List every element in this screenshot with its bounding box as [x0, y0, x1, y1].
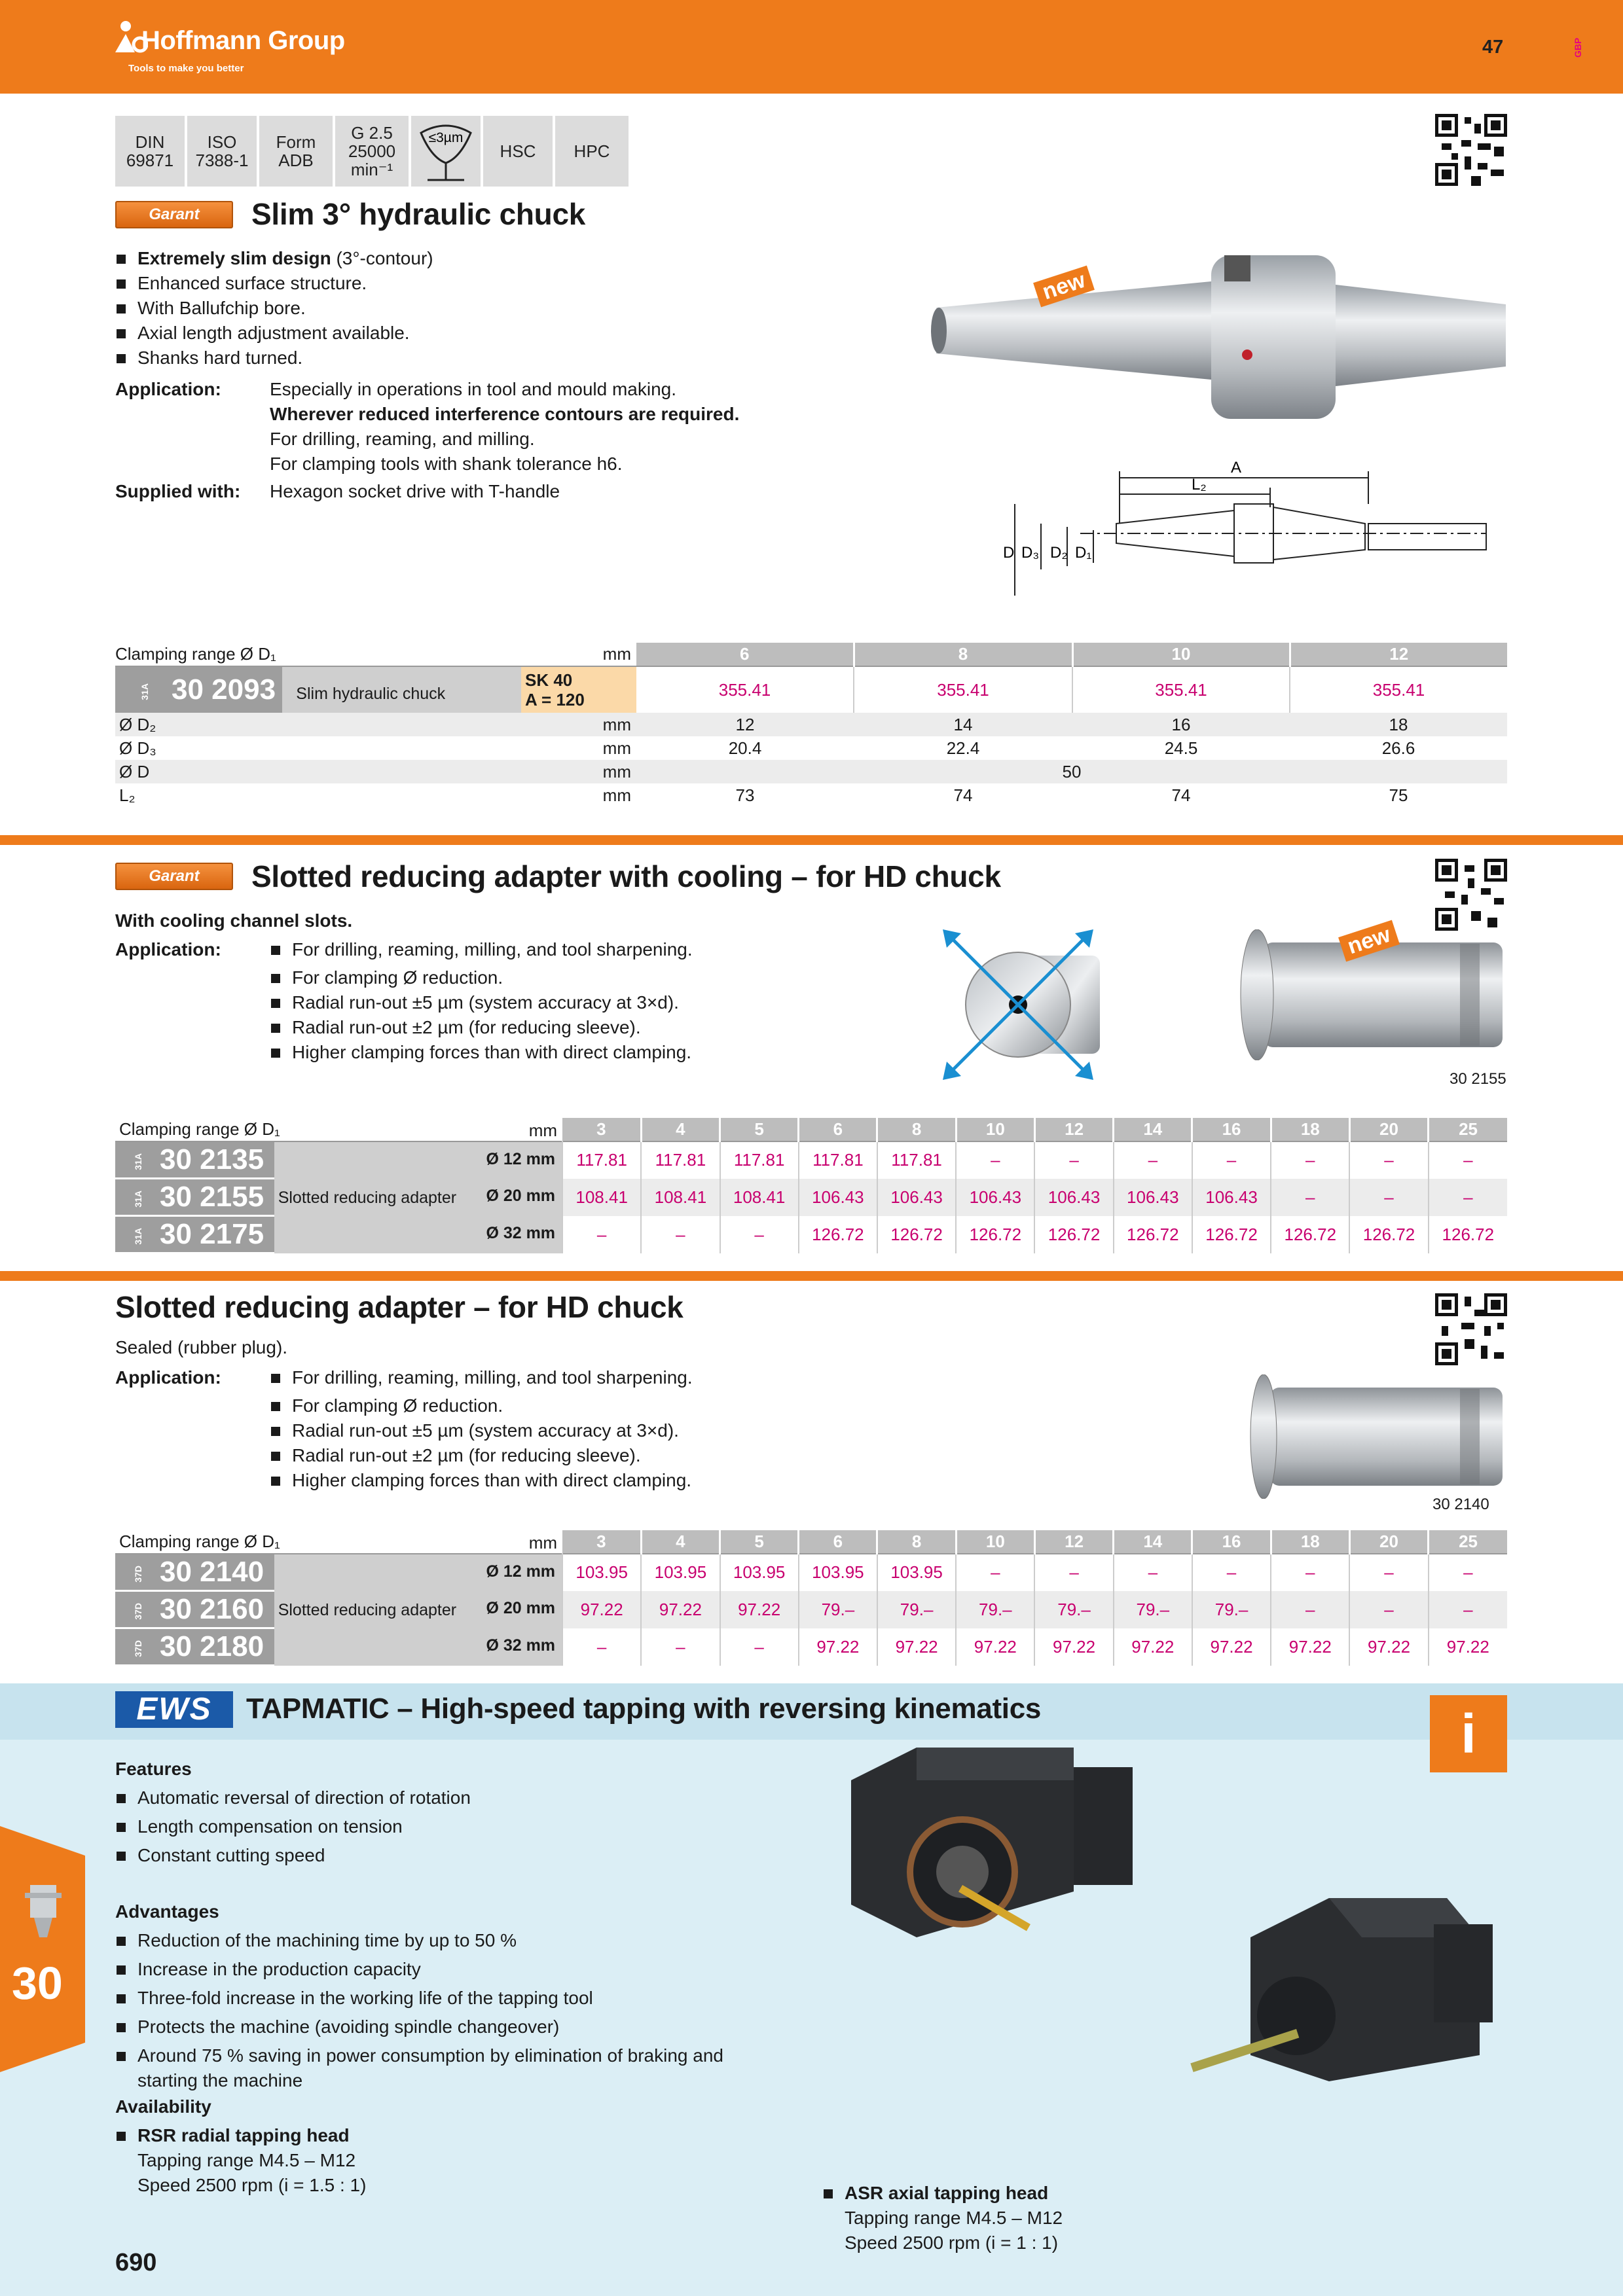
price-cell[interactable]: 97.22: [641, 1591, 720, 1628]
order-code[interactable]: 37D 30 2180: [133, 1630, 264, 1662]
size-label: Ø 12 mm: [486, 1150, 556, 1168]
runout-icon: [414, 120, 477, 183]
image-code: 30 2140: [1432, 1496, 1489, 1513]
section3-title: Slotted reducing adapter – for HD chuck: [115, 1290, 684, 1324]
svg-text:D: D: [1003, 544, 1015, 562]
price-cell[interactable]: 97.22: [1192, 1628, 1271, 1666]
price-cell[interactable]: 103.95: [641, 1554, 720, 1591]
spec-balance: G 2.5 25000 min⁻¹: [335, 116, 409, 187]
info-icon[interactable]: i: [1430, 1695, 1507, 1772]
asr-title: ASR axial tapping head: [822, 2181, 1048, 2206]
rsr-title: RSR radial tapping head: [115, 2123, 350, 2148]
feature-item: Automatic reversal of direction of rotation: [115, 1785, 471, 1810]
asr-tapping-head-image: [1178, 1885, 1506, 2121]
qr-code-icon[interactable]: [1435, 114, 1507, 186]
application-bullet: Higher clamping forces than with direct clamping.: [270, 1468, 691, 1493]
column-header: 4: [641, 1118, 720, 1141]
price-cell[interactable]: –: [562, 1628, 641, 1666]
spec-iso: ISO 7388-1: [187, 116, 257, 187]
price-cell[interactable]: –: [562, 1216, 641, 1253]
range-label: Clamping range Ø D₁: [115, 644, 276, 664]
price-cell[interactable]: –: [1429, 1141, 1507, 1179]
price-cell[interactable]: –: [1034, 1141, 1113, 1179]
column-header: 3: [562, 1118, 641, 1141]
table-row: Ø D₂ mm 12 14 16 18: [115, 713, 1507, 736]
section1-bullet: Extremely slim design (3°-contour): [115, 246, 433, 271]
price-cell[interactable]: 108.41: [562, 1179, 641, 1216]
order-code[interactable]: 31A 30 2135: [133, 1143, 264, 1175]
rsr-line: Speed 2500 rpm (i = 1.5 : 1): [137, 2175, 367, 2195]
spec-din: DIN 69871: [115, 116, 185, 187]
price-cell[interactable]: 79.–: [956, 1591, 1034, 1628]
price-cell[interactable]: 355.41: [1072, 666, 1290, 713]
garant-logo: Garant: [115, 863, 233, 890]
column-header: 8: [877, 1530, 956, 1554]
application-label: Application:: [115, 379, 221, 399]
price-cell[interactable]: 126.72: [799, 1216, 877, 1253]
price-cell[interactable]: 97.22: [956, 1628, 1034, 1666]
asr-line: Speed 2500 rpm (i = 1 : 1): [845, 2233, 1059, 2253]
price-cell[interactable]: 106.43: [1034, 1179, 1113, 1216]
application-bullet: For clamping Ø reduction.: [270, 1393, 503, 1418]
section1-bullet: Enhanced surface structure.: [115, 271, 367, 296]
chuck-table: [115, 643, 1507, 807]
adapter-cooling-table: Clamping range Ø D₁ mm 3 4 5 6 8 10 12 14 16 18 20 25 31A 30 2135 Ø 12 mm 117.81 117.81 117.81 117.81 117.81 – – – – – – – 31A 30 2155 Slotted reducing adapter Ø 20 mm 108.41 108.41 108.41 106.43 106.43 106.43 106.43 106.43 106.43 – – – 31A 30 2175 Ø 32 mm – – – 126.72 126.72 126.72 126.72 126.72 126.72 126.72 126.72 126.72: [115, 1118, 1507, 1254]
advantage-item: Three-fold increase in the working life of the tapping tool: [115, 1986, 593, 2011]
section-divider: [0, 1271, 1623, 1281]
price-cell[interactable]: 79.–: [877, 1591, 956, 1628]
column-header: 18: [1271, 1530, 1349, 1554]
product-name: Slotted reducing adapter: [278, 1188, 457, 1207]
price-cell[interactable]: 117.81: [641, 1141, 720, 1179]
table-row: [115, 1179, 1507, 1216]
column-header: 25: [1429, 1530, 1507, 1554]
table-row: [115, 1216, 1507, 1253]
price-cell[interactable]: 97.22: [1114, 1628, 1192, 1666]
column-header: 20: [1349, 1118, 1428, 1141]
price-cell[interactable]: 79.–: [1192, 1591, 1271, 1628]
asr-line: Tapping range M4.5 – M12: [845, 2208, 1063, 2228]
footer-page-number: 690: [115, 2249, 157, 2276]
sealed-adapter-image: [1231, 1374, 1506, 1499]
qr-code-icon[interactable]: [1435, 859, 1507, 931]
application-bullet: For clamping Ø reduction.: [270, 965, 503, 990]
svg-text:D₁: D₁: [1075, 544, 1092, 562]
price-cell[interactable]: 79.–: [1114, 1591, 1192, 1628]
feature-item: Length compensation on tension: [115, 1814, 403, 1839]
price-cell[interactable]: 106.43: [877, 1179, 956, 1216]
table-row: [115, 1554, 1507, 1591]
table-row: [115, 666, 1507, 713]
application-label: Application:: [115, 939, 221, 960]
spec-hsc: HSC: [483, 116, 553, 187]
advantage-item: Increase in the production capacity: [115, 1957, 421, 1982]
order-code[interactable]: 31A 30 2175: [133, 1218, 264, 1250]
size-label: Ø 32 mm: [486, 1636, 556, 1655]
size-label: Ø 32 mm: [486, 1223, 556, 1242]
price-cell[interactable]: –: [1114, 1141, 1192, 1179]
price-cell[interactable]: 117.81: [877, 1141, 956, 1179]
hydraulic-chuck-image: [930, 236, 1512, 445]
price-cell[interactable]: 103.95: [877, 1554, 956, 1591]
header-page-number: 47: [1482, 37, 1504, 58]
advantage-item: Reduction of the machining time by up to 50 %: [115, 1928, 517, 1953]
order-code[interactable]: 37D 30 2160: [133, 1593, 264, 1625]
brand-tagline: Tools to make you better: [128, 63, 244, 74]
price-cell[interactable]: –: [956, 1141, 1034, 1179]
section2-title: Slotted reducing adapter with cooling – for HD chuck: [251, 859, 1001, 893]
section1-bullet: Shanks hard turned.: [115, 346, 302, 370]
section4-title: TAPMATIC – High-speed tapping with reversing kinematics: [246, 1693, 1042, 1725]
application-label: Application:: [115, 1367, 221, 1388]
section3-subtitle: Sealed (rubber plug).: [115, 1337, 288, 1357]
unit-label: mm: [602, 644, 631, 664]
price-cell[interactable]: 97.22: [562, 1591, 641, 1628]
application-line: For clamping tools with shank tolerance h6.: [270, 454, 623, 474]
order-code[interactable]: 31A 30 2093: [115, 667, 282, 713]
range-label: Clamping range Ø D₁: [119, 1532, 280, 1551]
price-cell[interactable]: 126.72: [1271, 1216, 1349, 1253]
price-cell[interactable]: –: [1349, 1179, 1428, 1216]
price-cell[interactable]: –: [1349, 1554, 1428, 1591]
price-cell[interactable]: –: [1429, 1179, 1507, 1216]
price-cell[interactable]: 97.22: [1271, 1628, 1349, 1666]
column-header: 8: [854, 643, 1072, 666]
section1-title: Slim 3° hydraulic chuck: [251, 197, 586, 231]
svg-text:D₂: D₂: [1050, 544, 1068, 562]
column-header: 16: [1192, 1118, 1271, 1141]
price-cell[interactable]: 108.41: [720, 1179, 799, 1216]
price-cell[interactable]: 103.95: [799, 1554, 877, 1591]
adapter-sealed-table: Clamping range Ø D₁ mm 3 4 5 6 8 10 12 14 16 18 20 25 37D 30 2140 Ø 12 mm 103.95 103.95 103.95 103.95 103.95 – – – – – – – 37D 30 2160 Slotted reducing adapter Ø 20 mm 97.22 97.22 97.22 79.– 79.– 79.– 79.– 79.– 79.– – – – 37D 30 2180 Ø 32 mm – – – 97.22 97.22 97.22 97.22 97.22 97.22 97.22 97.22 97.22: [115, 1530, 1507, 1666]
price-cell[interactable]: 126.72: [1429, 1216, 1507, 1253]
column-header: 6: [636, 643, 854, 666]
price-cell[interactable]: 79.–: [799, 1591, 877, 1628]
price-cell[interactable]: 355.41: [854, 666, 1072, 713]
svg-text:≤3µm: ≤3µm: [428, 130, 464, 145]
column-header: 16: [1192, 1530, 1271, 1554]
price-cell[interactable]: 355.41: [1290, 666, 1507, 713]
svg-text:L₂: L₂: [1192, 476, 1207, 493]
order-code[interactable]: 37D 30 2140: [133, 1556, 264, 1588]
application-bullet: For drilling, reaming, milling, and tool sharpening.: [270, 1365, 693, 1390]
table-row: Ø D₃ mm 20.4 22.4 24.5 26.6: [119, 738, 1415, 758]
advantages-label: Advantages: [115, 1901, 219, 1922]
features-label: Features: [115, 1759, 192, 1779]
price-cell[interactable]: 97.22: [877, 1628, 956, 1666]
column-header: 6: [799, 1530, 877, 1554]
section2-subtitle: With cooling channel slots.: [115, 910, 353, 931]
price-cell[interactable]: –: [1271, 1554, 1349, 1591]
price-cell[interactable]: 108.41: [641, 1179, 720, 1216]
application-line: Especially in operations in tool and mould making.: [270, 379, 677, 399]
price-cell[interactable]: 79.–: [1034, 1591, 1113, 1628]
table-row: L₂ mm 73 74 74 75: [119, 785, 1408, 805]
column-header: 20: [1349, 1530, 1428, 1554]
price-cell[interactable]: 126.72: [1192, 1216, 1271, 1253]
column-header: 4: [641, 1530, 720, 1554]
price-cell[interactable]: 106.43: [799, 1179, 877, 1216]
price-cell[interactable]: 117.81: [720, 1141, 799, 1179]
feature-item: Constant cutting speed: [115, 1843, 325, 1868]
column-header: 18: [1271, 1118, 1349, 1141]
advantage-item: Around 75 % saving in power consumption by elimination of braking and starting the machine: [115, 2043, 783, 2093]
application-bullet: Radial run-out ±2 µm (for reducing sleeve).: [270, 1015, 641, 1040]
application-bullet: Radial run-out ±2 µm (for reducing sleeve).: [270, 1443, 641, 1468]
price-cell[interactable]: 103.95: [562, 1554, 641, 1591]
language-code: GBP: [1573, 37, 1583, 58]
rsr-tapping-head-image: [838, 1741, 1152, 1957]
column-header: 10: [956, 1118, 1034, 1141]
application-bullet: Radial run-out ±5 µm (system accuracy at 3×d).: [270, 990, 679, 1015]
size-label: Ø 20 mm: [486, 1598, 556, 1617]
svg-text:A: A: [1231, 459, 1242, 476]
price-cell[interactable]: 103.95: [720, 1554, 799, 1591]
price-cell[interactable]: –: [641, 1628, 720, 1666]
column-header: 5: [720, 1118, 799, 1141]
chapter-number: 30: [12, 1958, 63, 2009]
qr-code-icon[interactable]: [1435, 1293, 1507, 1365]
order-code[interactable]: 31A 30 2155: [133, 1181, 264, 1213]
column-header: 25: [1429, 1118, 1507, 1141]
section1-bullet: With Ballufchip bore.: [115, 296, 306, 321]
section1-bullet: Axial length adjustment available.: [115, 321, 410, 346]
price-cell[interactable]: 106.43: [956, 1179, 1034, 1216]
application-bullet: For drilling, reaming, milling, and tool sharpening.: [270, 937, 693, 962]
price-cell[interactable]: –: [1271, 1141, 1349, 1179]
price-cell[interactable]: –: [1429, 1591, 1507, 1628]
cooling-adapter-image: [936, 923, 1113, 1086]
svg-text:D₃: D₃: [1021, 544, 1040, 562]
price-cell[interactable]: 97.22: [1429, 1628, 1507, 1666]
price-cell[interactable]: 126.72: [1034, 1216, 1113, 1253]
column-header: 12: [1034, 1118, 1113, 1141]
price-cell[interactable]: –: [956, 1554, 1034, 1591]
chapter-tab[interactable]: [0, 1826, 85, 2072]
section-divider: [0, 835, 1623, 845]
price-cell[interactable]: –: [1349, 1141, 1428, 1179]
table-row: [115, 1628, 1507, 1666]
column-header: 14: [1114, 1118, 1192, 1141]
price-cell[interactable]: –: [1192, 1141, 1271, 1179]
price-cell[interactable]: 117.81: [562, 1141, 641, 1179]
price-cell[interactable]: –: [1034, 1554, 1113, 1591]
price-cell[interactable]: 355.41: [718, 679, 771, 700]
ews-logo: EWS: [115, 1691, 233, 1728]
application-line: Wherever reduced interference contours are required.: [270, 404, 740, 424]
spec-hpc: HPC: [555, 116, 629, 187]
size-label: Ø 20 mm: [486, 1186, 556, 1205]
column-header: 6: [799, 1118, 877, 1141]
supplied-text: Hexagon socket drive with T-handle: [270, 481, 560, 501]
range-label: Clamping range Ø D₁: [119, 1119, 280, 1139]
column-header: 14: [1114, 1530, 1192, 1554]
price-cell[interactable]: –: [1429, 1554, 1507, 1591]
image-code: 30 2155: [1450, 1070, 1506, 1088]
price-cell[interactable]: –: [1114, 1554, 1192, 1591]
column-header: 10: [956, 1530, 1034, 1554]
chuck-chapter-icon: [25, 1885, 62, 1937]
application-bullet: Radial run-out ±5 µm (system accuracy at 3×d).: [270, 1418, 679, 1443]
supplied-label: Supplied with:: [115, 481, 241, 501]
price-cell[interactable]: 106.43: [1192, 1179, 1271, 1216]
application-bullet: Higher clamping forces than with direct clamping.: [270, 1040, 691, 1065]
table-row: [115, 1141, 1507, 1179]
table-row: Ø D mm 50: [115, 760, 1507, 783]
product-cell: [115, 666, 521, 713]
price-cell[interactable]: –: [1192, 1554, 1271, 1591]
price-cell[interactable]: 126.72: [1349, 1216, 1428, 1253]
price-cell[interactable]: 126.72: [877, 1216, 956, 1253]
advantage-item: Protects the machine (avoiding spindle changeover): [115, 2015, 559, 2039]
product-name: Slotted reducing adapter: [278, 1600, 457, 1619]
column-header: 12: [1290, 643, 1507, 666]
price-cell[interactable]: 97.22: [799, 1628, 877, 1666]
column-header: 3: [562, 1530, 641, 1554]
availability-label: Availability: [115, 2096, 211, 2117]
price-cell[interactable]: –: [1271, 1591, 1349, 1628]
taper-cell: SK 40 A = 120: [521, 666, 636, 713]
spec-runout: [411, 116, 481, 187]
price-cell[interactable]: 97.22: [1034, 1628, 1113, 1666]
brand-name: Hoffmann Group: [141, 26, 345, 55]
column-header: 8: [877, 1118, 956, 1141]
garant-logo: Garant: [115, 201, 233, 228]
size-label: Ø 12 mm: [486, 1562, 556, 1581]
price-cell[interactable]: 97.22: [1349, 1628, 1428, 1666]
table-row: [115, 1591, 1507, 1628]
price-cell[interactable]: 106.43: [1114, 1179, 1192, 1216]
column-header: 10: [1072, 643, 1290, 666]
price-cell[interactable]: –: [1271, 1179, 1349, 1216]
price-cell[interactable]: 126.72: [1114, 1216, 1192, 1253]
price-cell[interactable]: –: [641, 1216, 720, 1253]
price-cell[interactable]: 117.81: [799, 1141, 877, 1179]
rsr-line: Tapping range M4.5 – M12: [137, 2150, 356, 2170]
new-badge: new: [1338, 920, 1400, 962]
price-cell[interactable]: 97.22: [720, 1591, 799, 1628]
column-header: 12: [1034, 1530, 1113, 1554]
price-cell[interactable]: –: [1349, 1591, 1428, 1628]
technical-drawing: [1002, 452, 1512, 615]
application-line: For drilling, reaming, and milling.: [270, 429, 535, 449]
price-cell[interactable]: –: [720, 1628, 799, 1666]
price-cell[interactable]: 126.72: [956, 1216, 1034, 1253]
spec-form: Form ADB: [259, 116, 333, 187]
column-header: 5: [720, 1530, 799, 1554]
product-name: Slim hydraulic chuck: [296, 685, 446, 703]
price-cell[interactable]: –: [720, 1216, 799, 1253]
new-badge: new: [1033, 266, 1095, 308]
